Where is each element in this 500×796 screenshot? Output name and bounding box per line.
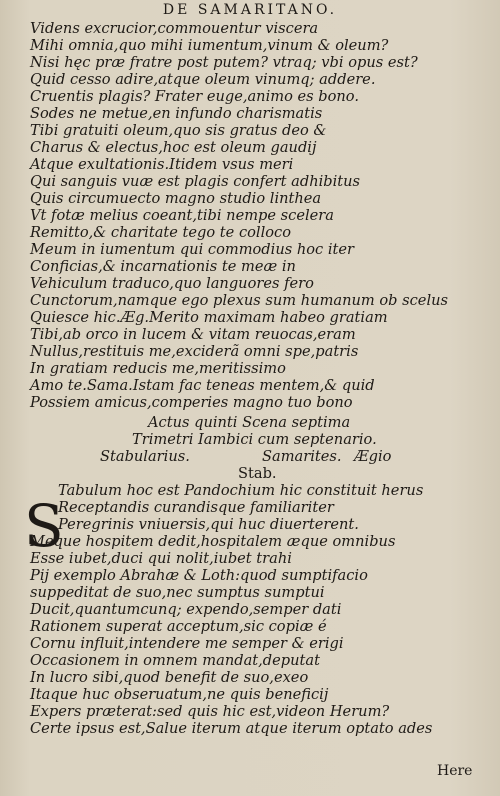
verse-line: Vt fotæ melius coeant,tibi nempe scelera bbox=[30, 207, 334, 224]
verse-line: Tabulum hoc est Pandochium hic constituit herus bbox=[58, 482, 424, 499]
verse-line: In lucro sibi,quod benefit de suo,exeo bbox=[30, 669, 309, 686]
verse-line: Itaque huc obseruatum,ne quis beneficij bbox=[30, 686, 329, 703]
verse-line: Vehiculum traduco,quo languores fero bbox=[30, 275, 314, 292]
verse-line: Videns excrucior,commouentur viscera bbox=[30, 20, 319, 37]
verse-line: Tibi gratuiti oleum,quo sis gratus deo & bbox=[30, 122, 327, 139]
verse-line: Cruentis plagis? Frater euge,animo es bono. bbox=[30, 88, 359, 105]
verse-line: Amo te.Sama.Istam fac teneas mentem,& quid bbox=[30, 377, 375, 394]
verse-line: Expers præterat:sed quis hic est,videon Herum? bbox=[30, 703, 390, 720]
verse-line: Atque exultationis.Itidem vsus meri bbox=[30, 156, 294, 173]
verse-line: Rationem superat acceptum,sic copiæ é bbox=[30, 618, 327, 635]
catchword: Here bbox=[437, 763, 473, 779]
verse-line: Esse iubet,duci qui nolit,iubet trahi bbox=[30, 550, 292, 567]
verse-line: Tibi,ab orco in lucem & vitam reuocas,eram bbox=[30, 326, 356, 343]
verse-line: Occasionem in omnem mandat,deputat bbox=[30, 652, 320, 669]
verse-line: Quid cesso adire,atque oleum vinumq; addere. bbox=[30, 71, 376, 88]
verse-line: Cornu influit,intendere me semper & erigi bbox=[30, 635, 344, 652]
drop-cap: S bbox=[24, 492, 64, 560]
verse-line: Cunctorum,namque ego plexus sum humanum ob scelus bbox=[30, 292, 449, 309]
verse-line: Quis circumuecto magno studio linthea bbox=[30, 190, 322, 207]
verse-line: Remitto,& charitate tego te colloco bbox=[30, 224, 291, 241]
verse-line: Nisi hęc præ fratre post putem? vtraq; vbi opus est? bbox=[30, 54, 418, 71]
verse-line: Qui sanguis vuæ est plagis confert adhibitus bbox=[30, 173, 361, 190]
verse-line: Pij exemplo Abrahæ & Loth:quod sumptifacio bbox=[30, 567, 368, 584]
verse-line: Quiesce hic.Æg.Merito maximam habeo gratiam bbox=[30, 309, 388, 326]
verse-line: Mihi omnia,quo mihi iumentum,vinum & oleum? bbox=[30, 37, 389, 54]
verse-line: In gratiam reducis me,meritissimo bbox=[30, 360, 286, 377]
verse-line: Nullus,restituis me,exciderã omni spe,patris bbox=[30, 343, 359, 360]
running-header: DE SAMARITANO. bbox=[162, 2, 338, 18]
verse-line: Sodes ne metue,en infundo charismatis bbox=[30, 105, 323, 122]
speaker-tag: Stab. bbox=[238, 465, 277, 482]
verse-line: Receptandis curandisque familiariter bbox=[58, 499, 334, 516]
scene-heading: Actus quinti Scena septima bbox=[148, 414, 351, 431]
verse-line: Possiem amicus,comperies magno tuo bono bbox=[30, 394, 353, 411]
meter-note: Trimetri Iambici cum septenario. bbox=[132, 431, 377, 448]
verse-line: Meque hospitem dedit,hospitalem æque omnibus bbox=[30, 533, 396, 550]
verse-line: suppeditat de suo,nec sumptus sumptui bbox=[30, 584, 325, 601]
verse-line: Ducit,quantumcunq; expendo,semper dati bbox=[30, 601, 342, 618]
speaker-list-aegio: Ægio bbox=[354, 448, 392, 465]
verse-line: Charus & electus,hoc est oleum gaudij bbox=[30, 139, 317, 156]
verse-line: Meum in iumentum qui commodius hoc iter bbox=[30, 241, 354, 258]
speaker-list-stabularius: Stabularius. bbox=[100, 448, 190, 465]
verse-line: Peregrinis vniuersis,qui huc diuerterent. bbox=[58, 516, 359, 533]
speaker-list-samarites: Samarites. bbox=[262, 448, 342, 465]
verse-line: Certe ipsus est,Salue iterum atque iterum optato ades bbox=[30, 720, 433, 737]
verse-line: Conficias,& incarnationis te meæ in bbox=[30, 258, 296, 275]
